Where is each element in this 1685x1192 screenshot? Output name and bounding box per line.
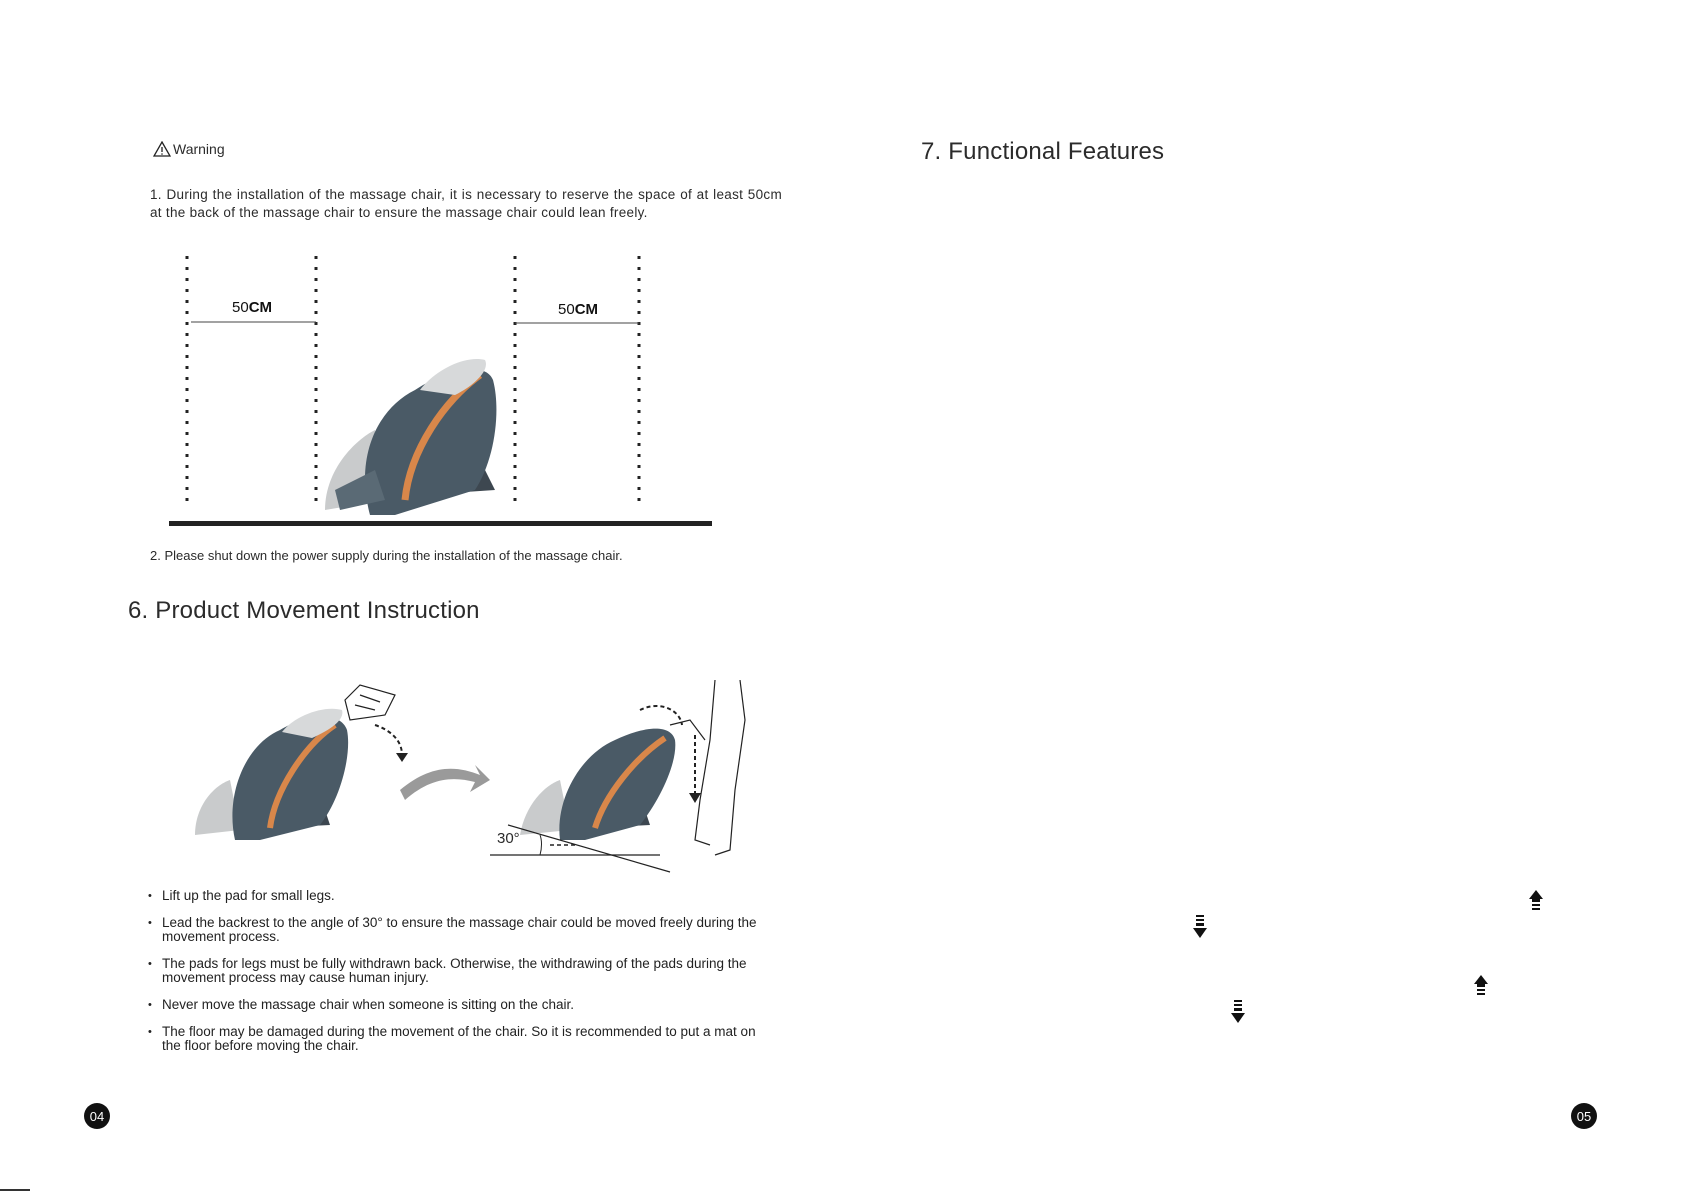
page-number-left: 04 — [84, 1103, 110, 1129]
movement-instructions-list — [148, 889, 768, 1066]
installation-clearance-diagram — [165, 250, 725, 530]
section-6-title: 6. Product Movement Instruction — [128, 597, 480, 624]
page-edge-mark — [0, 1189, 30, 1191]
list-item: • Never move the massage chair when someone is sitting on the chair. — [148, 998, 768, 1012]
arrow-down-icon — [1193, 915, 1207, 939]
list-item: • Lead the backrest to the angle of 30° to ensure the massage chair could be moved freely during the movement process. — [148, 916, 768, 944]
person-outline-illustration — [670, 680, 745, 855]
warning-heading — [153, 141, 225, 157]
pull-arrow — [640, 706, 682, 725]
page-number-right: 05 — [1571, 1103, 1597, 1129]
warning-paragraph-1: 1. During the installation of the massage chair, it is necessary to reserve the space of at least 50cm at the back of the massage chair to ensure the massage chair could lean freely. — [150, 187, 782, 220]
list-item: • The pads for legs must be fully withdrawn back. Otherwise, the withdrawing of the pads during the movement process may cause human injury. — [148, 957, 768, 985]
arrow-up-icon — [1529, 890, 1543, 914]
arrow-up-icon — [1474, 975, 1488, 999]
dimension-label-right: 50CM — [558, 301, 599, 318]
angle-arc — [540, 835, 542, 855]
floor-line — [169, 521, 712, 526]
transition-arrow — [400, 765, 490, 800]
dimension-label-left: 50CM — [232, 299, 273, 316]
warning-triangle-icon — [153, 141, 171, 157]
hand-push-icon — [345, 685, 395, 720]
massage-chair-upright-illustration — [195, 709, 348, 840]
massage-chair-reclined-illustration — [520, 729, 675, 840]
list-item: • The floor may be damaged during the movement of the chair. So it is recommended to put a mat on the floor before moving the chair. — [148, 1025, 768, 1053]
angle-label: 30° — [497, 830, 520, 847]
list-item: • Lift up the pad for small legs. — [148, 889, 768, 903]
arrow-down-icon — [1231, 1000, 1245, 1024]
movement-diagram — [190, 680, 750, 875]
warning-label: Warning — [173, 141, 225, 157]
lift-down-arrowhead — [689, 793, 701, 803]
section-7-title: 7. Functional Features — [921, 138, 1165, 165]
warning-paragraph-2: 2. Please shut down the power supply during the installation of the massage chair. — [150, 548, 623, 563]
push-down-arrowhead — [396, 753, 408, 762]
massage-chair-illustration — [325, 359, 496, 515]
push-down-arrow — [375, 725, 402, 755]
